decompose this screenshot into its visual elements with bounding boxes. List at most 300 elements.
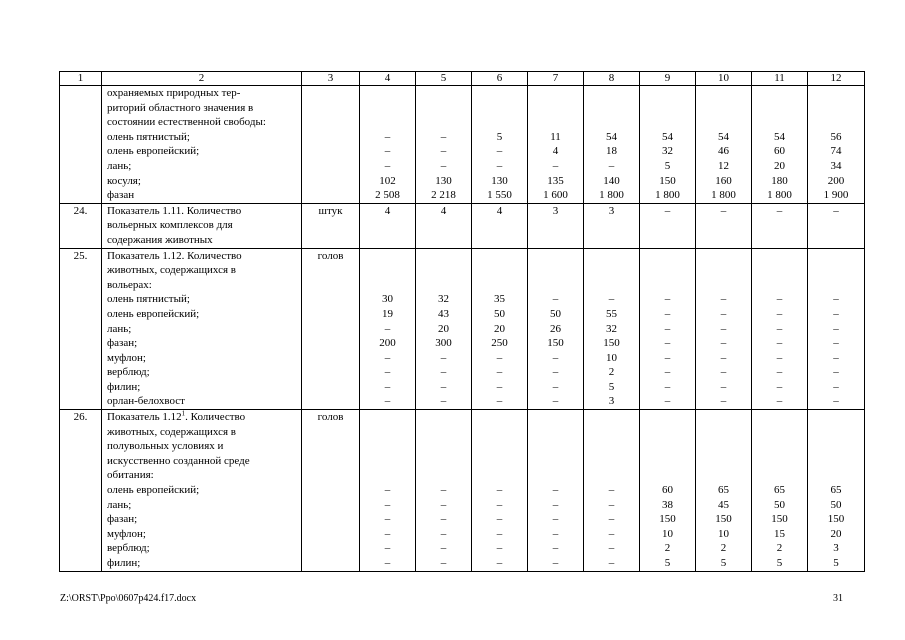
value-cell <box>528 410 584 572</box>
value-line: 38 <box>662 498 673 511</box>
value-line: 3 <box>608 204 615 217</box>
value-line: 2 <box>720 542 727 555</box>
value-line: – <box>496 366 503 379</box>
value-line: – <box>776 322 783 335</box>
superscript: 1 <box>181 409 186 418</box>
value-line: 50 <box>550 307 561 320</box>
value-line: 5 <box>720 557 727 569</box>
value-cell <box>360 248 416 410</box>
value-line <box>528 439 583 454</box>
value-line <box>808 86 864 101</box>
value-line <box>584 439 639 454</box>
value-line <box>752 263 807 278</box>
value-line <box>752 425 807 440</box>
footer-page-number: 31 <box>833 593 843 604</box>
value-line <box>584 410 639 425</box>
value-line: – <box>552 159 559 172</box>
value-line: 54 <box>718 130 729 143</box>
value-line: 150 <box>659 513 676 526</box>
value-line <box>528 454 583 469</box>
value-line <box>696 86 751 101</box>
header-cell: 10 <box>696 72 752 86</box>
description-line: фазан <box>107 189 135 202</box>
description-line: муфлон; <box>107 351 146 364</box>
header-cell: 4 <box>360 72 416 86</box>
value-line: 1 550 <box>487 189 512 202</box>
value-cell <box>584 86 640 204</box>
value-line: – <box>496 498 503 511</box>
value-line: 2 218 <box>431 189 456 202</box>
value-line: – <box>664 351 671 364</box>
value-line: – <box>384 351 391 364</box>
value-cell <box>584 410 640 572</box>
value-line: 5 <box>608 380 615 393</box>
value-line: – <box>496 159 503 172</box>
value-line: 34 <box>830 159 842 172</box>
header-cell: 5 <box>416 72 472 86</box>
description-line: состоянии естественной свободы: <box>107 116 266 129</box>
value-line <box>416 115 471 130</box>
value-line: 2 <box>776 542 783 555</box>
value-line: 200 <box>827 174 845 187</box>
value-line <box>584 101 639 116</box>
value-cell <box>696 203 752 248</box>
value-line <box>640 101 695 116</box>
unit-cell: голов <box>302 248 360 410</box>
value-line <box>696 439 751 454</box>
value-line: 30 <box>382 293 393 306</box>
value-line <box>752 468 807 483</box>
value-line <box>472 410 527 425</box>
row-number: 26. <box>60 410 102 572</box>
description-line: орлан-белохвост <box>107 395 185 408</box>
value-cell <box>472 203 528 248</box>
value-line <box>696 468 751 483</box>
value-line: 5 <box>776 557 783 569</box>
value-line <box>360 263 415 278</box>
value-line: 130 <box>435 174 452 187</box>
value-line <box>528 425 583 440</box>
value-line: – <box>720 307 727 320</box>
value-line <box>472 249 527 264</box>
value-line <box>360 278 415 293</box>
value-line <box>584 86 639 101</box>
value-line <box>640 249 695 264</box>
value-line: 32 <box>662 145 673 158</box>
value-line: 65 <box>718 484 729 497</box>
value-cell <box>640 203 696 248</box>
description-line: лань; <box>107 498 132 511</box>
value-line <box>472 115 527 130</box>
value-line <box>584 468 639 483</box>
value-line: – <box>440 484 447 497</box>
value-line: 250 <box>491 337 508 350</box>
value-line: 1 900 <box>823 189 849 202</box>
value-line <box>416 454 471 469</box>
value-line: – <box>552 498 559 511</box>
value-cell <box>752 410 808 572</box>
value-line: – <box>833 322 839 335</box>
value-line <box>640 410 695 425</box>
indicator-description <box>102 410 302 572</box>
value-line <box>416 278 471 293</box>
description-line: олень европейский; <box>107 307 200 320</box>
value-cell <box>528 203 584 248</box>
unit-cell: штук <box>302 203 360 248</box>
value-line: 3 <box>833 542 839 555</box>
value-cell <box>808 203 865 248</box>
value-line: – <box>608 513 615 526</box>
value-line <box>752 249 807 264</box>
value-line: 74 <box>830 145 842 158</box>
value-line: – <box>384 130 391 143</box>
value-line: – <box>440 542 447 555</box>
value-line <box>808 425 864 440</box>
value-line: – <box>776 395 783 408</box>
value-line: 102 <box>379 174 396 187</box>
value-line: – <box>833 204 839 217</box>
value-line: 3 <box>552 204 559 217</box>
value-line: – <box>552 366 559 379</box>
value-line <box>696 249 751 264</box>
value-line: – <box>664 380 671 393</box>
value-line <box>416 425 471 440</box>
value-line: – <box>608 527 615 540</box>
value-line: 60 <box>774 145 785 158</box>
value-line <box>472 425 527 440</box>
value-line: 5 <box>496 130 503 143</box>
value-cell <box>416 248 472 410</box>
value-line: 150 <box>827 513 845 526</box>
value-line: – <box>664 366 671 379</box>
value-line: – <box>440 557 447 569</box>
value-line: 150 <box>659 174 676 187</box>
value-line: – <box>496 484 503 497</box>
value-line: 150 <box>771 513 788 526</box>
unit-cell: голов <box>302 410 360 572</box>
value-cell <box>528 248 584 410</box>
description-line: полувольных условиях и <box>107 440 224 453</box>
value-line: – <box>664 204 671 217</box>
value-line <box>528 101 583 116</box>
value-line: 140 <box>603 174 620 187</box>
value-line: – <box>776 380 783 393</box>
value-line: 2 508 <box>375 189 400 202</box>
indicator-description <box>102 248 302 410</box>
value-cell <box>808 86 865 204</box>
value-cell <box>696 248 752 410</box>
value-line: – <box>384 366 391 379</box>
value-line: – <box>552 557 559 569</box>
value-line <box>640 86 695 101</box>
value-line <box>584 115 639 130</box>
value-line: – <box>776 293 783 306</box>
value-line <box>472 454 527 469</box>
value-line: – <box>833 380 839 393</box>
value-cell <box>808 410 865 572</box>
description-line: лань; <box>107 159 132 172</box>
value-line: – <box>720 337 727 350</box>
value-line: – <box>608 498 615 511</box>
value-line <box>752 454 807 469</box>
value-cell <box>752 248 808 410</box>
value-line: 10 <box>718 527 729 540</box>
table-body <box>60 72 865 572</box>
table-row <box>60 248 865 410</box>
value-line: 11 <box>550 130 561 143</box>
value-line: – <box>552 380 559 393</box>
value-line: – <box>720 395 727 408</box>
value-line <box>696 454 751 469</box>
indicator-description <box>102 86 302 204</box>
value-line: 35 <box>494 293 505 306</box>
value-line <box>640 439 695 454</box>
value-line <box>752 86 807 101</box>
value-line <box>752 439 807 454</box>
description-line <box>107 410 301 425</box>
description-line: лань; <box>107 322 132 335</box>
value-line: 50 <box>830 498 842 511</box>
value-line <box>696 425 751 440</box>
value-cell <box>360 410 416 572</box>
header-cell: 1 <box>60 72 102 86</box>
value-line <box>528 249 583 264</box>
value-line: – <box>440 527 447 540</box>
value-line <box>696 278 751 293</box>
value-line <box>696 263 751 278</box>
value-line <box>416 439 471 454</box>
value-line: – <box>440 395 447 408</box>
value-line: 32 <box>606 322 617 335</box>
value-line: – <box>720 204 727 217</box>
value-line: – <box>384 145 391 158</box>
value-line: – <box>776 204 783 217</box>
value-cell <box>584 203 640 248</box>
value-line <box>528 263 583 278</box>
description-line: вольерах: <box>107 278 152 291</box>
value-line <box>472 439 527 454</box>
value-line: 1 600 <box>543 189 568 202</box>
value-line: 130 <box>491 174 508 187</box>
value-line: – <box>664 395 671 408</box>
value-line <box>528 410 583 425</box>
footer-file-path: Z:\ORST\Ppo\0607p424.f17.docx <box>60 593 197 604</box>
value-line <box>360 86 415 101</box>
description-line: вольерных комплексов для <box>107 219 233 232</box>
value-line: – <box>496 395 503 408</box>
value-cell <box>528 86 584 204</box>
value-line: – <box>440 380 447 393</box>
value-line: 20 <box>438 322 449 335</box>
value-line: 18 <box>606 145 617 158</box>
value-line: – <box>664 322 671 335</box>
value-line: 12 <box>718 159 729 172</box>
value-line: – <box>440 513 447 526</box>
value-line: – <box>608 484 615 497</box>
value-line <box>416 249 471 264</box>
value-line: – <box>720 366 727 379</box>
header-cell: 12 <box>808 72 865 86</box>
value-line: – <box>833 307 839 320</box>
value-line <box>696 101 751 116</box>
value-cell <box>696 86 752 204</box>
description-line: олень европейский; <box>107 484 200 497</box>
value-line: – <box>440 130 447 143</box>
value-line: 5 <box>664 159 671 172</box>
value-line <box>360 410 415 425</box>
description-line: животных, содержащихся в <box>107 264 236 277</box>
value-line <box>528 468 583 483</box>
value-line: 46 <box>718 145 729 158</box>
value-line <box>472 468 527 483</box>
value-line <box>752 101 807 116</box>
header-cell: 9 <box>640 72 696 86</box>
description-line: верблюд; <box>107 366 150 379</box>
value-line <box>584 454 639 469</box>
description-line: олень европейский; <box>107 145 200 158</box>
value-line: – <box>496 380 503 393</box>
value-cell <box>472 86 528 204</box>
value-line <box>360 249 415 264</box>
value-line: – <box>552 484 559 497</box>
header-cell: 8 <box>584 72 640 86</box>
value-line <box>640 454 695 469</box>
value-line: – <box>496 527 503 540</box>
value-line: – <box>496 145 503 158</box>
value-line: 65 <box>830 484 842 497</box>
value-line <box>696 410 751 425</box>
value-line: 32 <box>438 293 449 306</box>
value-cell <box>472 410 528 572</box>
value-line: 5 <box>833 557 839 569</box>
value-line: 1 800 <box>599 189 624 202</box>
value-line <box>808 249 864 264</box>
value-line: – <box>833 337 839 350</box>
value-line: – <box>384 513 391 526</box>
value-line: 4 <box>496 204 503 217</box>
value-line: 50 <box>774 498 785 511</box>
value-cell <box>584 248 640 410</box>
value-line: – <box>833 351 839 364</box>
value-cell <box>472 248 528 410</box>
value-line: – <box>664 337 671 350</box>
value-line: – <box>833 366 839 379</box>
value-line: 135 <box>547 174 564 187</box>
value-line: – <box>552 527 559 540</box>
value-line <box>472 101 527 116</box>
description-line: фазан; <box>107 513 138 526</box>
description-line: искусственно созданной среде <box>107 454 250 467</box>
value-line: – <box>384 395 391 408</box>
value-line <box>360 439 415 454</box>
value-line: – <box>776 366 783 379</box>
value-line: 20 <box>494 322 505 335</box>
data-table <box>59 71 865 572</box>
value-line: 4 <box>440 204 447 217</box>
value-line: – <box>776 351 783 364</box>
value-line <box>360 468 415 483</box>
value-line <box>752 410 807 425</box>
description-line: содержания животных <box>107 233 213 246</box>
table-row <box>60 203 865 248</box>
value-line: – <box>384 527 391 540</box>
description-line: филин; <box>107 380 141 393</box>
value-line: 54 <box>774 130 785 143</box>
value-line: 10 <box>606 351 617 364</box>
header-row <box>60 72 865 86</box>
value-line: 150 <box>603 337 620 350</box>
value-line <box>416 468 471 483</box>
value-line <box>416 101 471 116</box>
value-line <box>360 101 415 116</box>
value-line: 54 <box>606 130 617 143</box>
description-line: филин; <box>107 557 141 569</box>
value-line: – <box>608 542 615 555</box>
value-line: – <box>552 513 559 526</box>
value-line: – <box>664 307 671 320</box>
value-line: – <box>496 557 503 569</box>
value-line: 55 <box>606 307 617 320</box>
value-line: – <box>720 380 727 393</box>
value-cell <box>416 410 472 572</box>
table-row <box>60 86 865 204</box>
value-line: – <box>664 293 671 306</box>
value-line: 26 <box>550 322 561 335</box>
value-line: – <box>552 395 559 408</box>
value-line: 10 <box>662 527 673 540</box>
value-cell <box>360 203 416 248</box>
value-line <box>472 86 527 101</box>
description-line: муфлон; <box>107 527 146 540</box>
value-line: – <box>496 513 503 526</box>
value-line <box>640 468 695 483</box>
value-cell <box>640 86 696 204</box>
description-line: косуля; <box>107 174 141 187</box>
value-line: 56 <box>830 130 842 143</box>
value-line: – <box>552 542 559 555</box>
value-line: 200 <box>379 337 396 350</box>
value-line: – <box>384 498 391 511</box>
description-line: фазан; <box>107 337 138 350</box>
value-cell <box>752 203 808 248</box>
value-cell <box>640 248 696 410</box>
value-line: 5 <box>664 557 671 569</box>
row-number: 24. <box>60 203 102 248</box>
value-line: – <box>440 498 447 511</box>
value-line: – <box>496 351 503 364</box>
row-number: 25. <box>60 248 102 410</box>
value-line <box>696 115 751 130</box>
value-line: – <box>384 322 391 335</box>
description-line: олень пятнистый; <box>107 130 190 143</box>
value-line <box>360 425 415 440</box>
value-line: – <box>384 159 391 172</box>
value-line <box>528 278 583 293</box>
value-line: – <box>384 557 391 569</box>
table-row <box>60 410 865 572</box>
value-line <box>808 439 864 454</box>
header-cell: 2 <box>102 72 302 86</box>
value-line: – <box>720 322 727 335</box>
value-line: – <box>384 380 391 393</box>
value-line: 60 <box>662 484 673 497</box>
value-cell <box>696 410 752 572</box>
value-line <box>360 115 415 130</box>
description-line: Показатель 1.12. Количество <box>107 249 242 262</box>
value-line <box>416 410 471 425</box>
value-line <box>752 115 807 130</box>
value-line: 1 800 <box>655 189 680 202</box>
